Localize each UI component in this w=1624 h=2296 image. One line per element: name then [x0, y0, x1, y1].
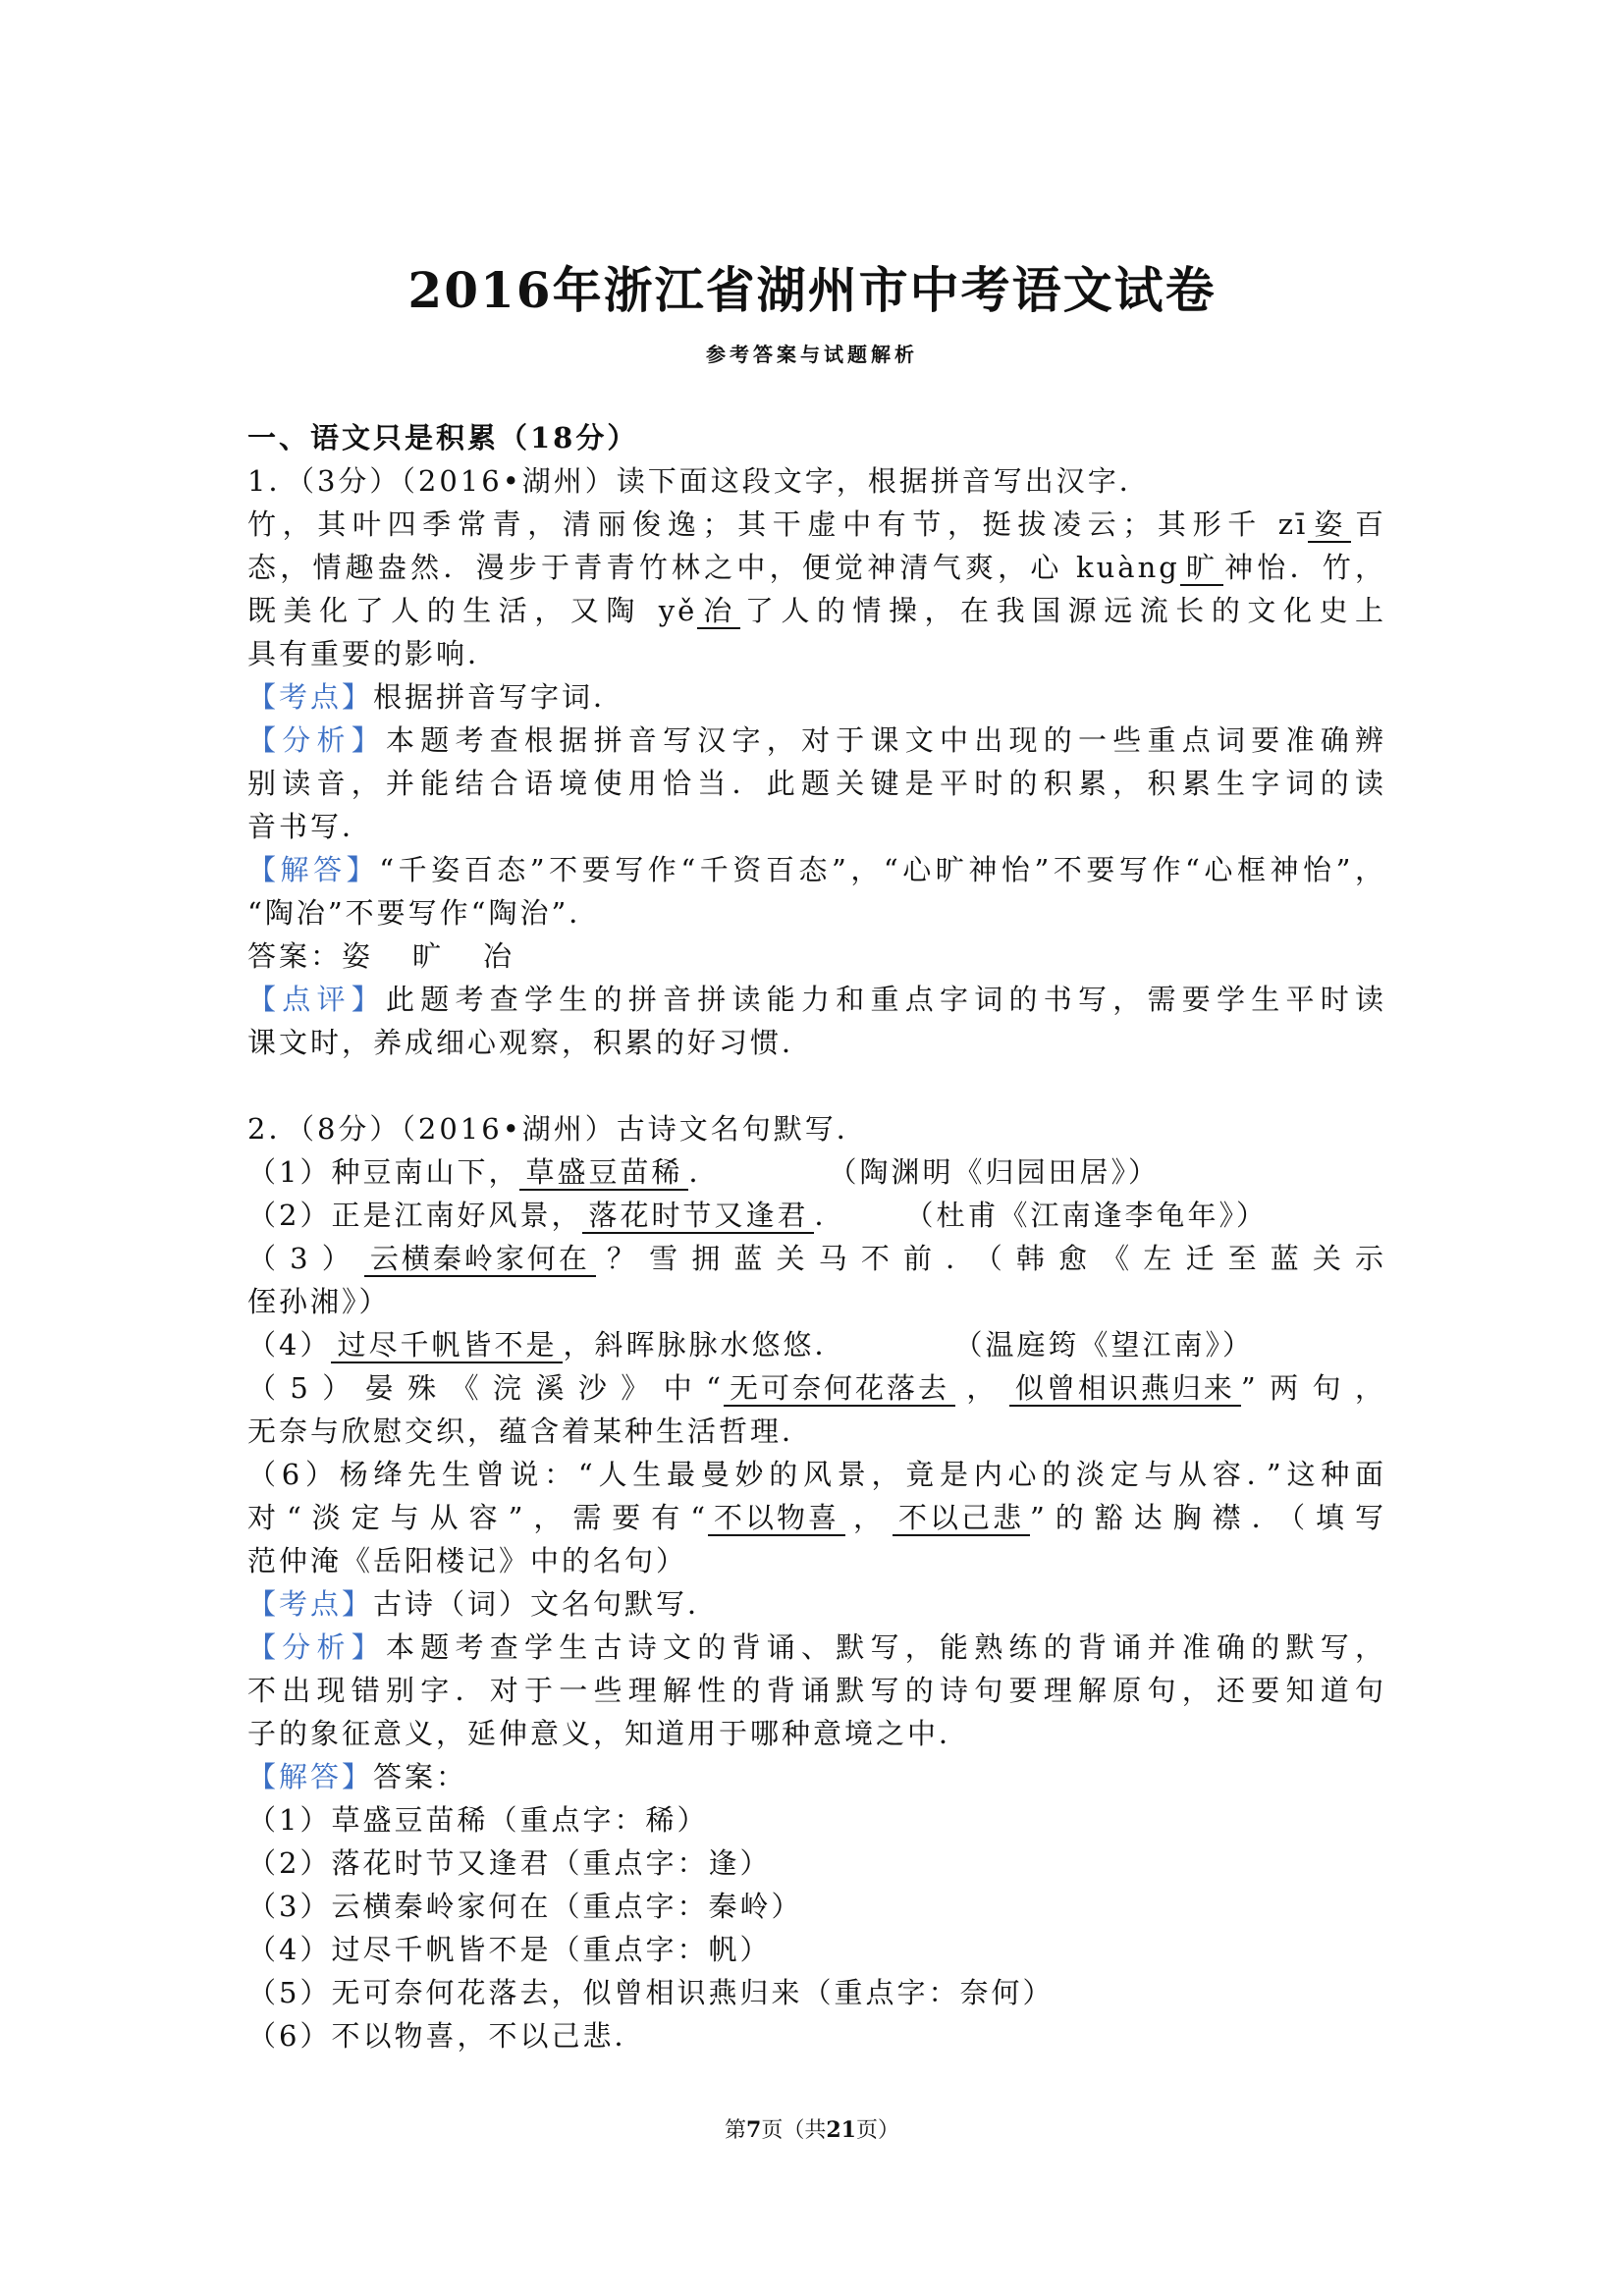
page-title: 2016年浙江省湖州市中考语文试卷 [407, 261, 1217, 319]
answer-blank: 无可奈何花落去 [724, 1371, 955, 1407]
q2-answer-item: （6）不以物喜，不以己悲． [247, 2019, 646, 2053]
q2-fenxi-line: 不出现错别字．对于一些理解性的背诵默写的诗句要理解原句，还要知道句 [247, 1674, 1386, 1707]
q2-kaodian: 【考点】古诗（词）文名句默写． [247, 1587, 720, 1621]
q1-fenxi-line: 音书写． [247, 810, 374, 843]
document-body [247, 416, 1386, 2057]
q2-item-4: （4） 过尽千帆皆不是 ，斜晖脉脉水悠悠． （温庭筠《望江南》） [247, 1328, 1254, 1362]
q1-fenxi-line: 别读音，并能结合语境使用恰当．此题关键是平时的积累，积累生字词的读 [247, 767, 1386, 800]
answer-blank: 不以己悲 [893, 1501, 1030, 1536]
jieda-tag: 【解答】 [247, 1760, 374, 1793]
answer-blank: 草盛豆苗稀 [519, 1155, 688, 1191]
answer-blank: 落花时节又逢君 [582, 1199, 814, 1234]
q1-dianping: 【点评】此题考查学生的拼音拼读能力和重点字词的书写，需要学生平时读 [247, 983, 1386, 1016]
answer-blank: 似曾相识燕归来 [1009, 1371, 1241, 1407]
q2-fenxi: 【分析】本题考查学生古诗文的背诵、默写，能熟练的背诵并准确的默写， [247, 1630, 1386, 1664]
fenxi-tag: 【分析】 [247, 1630, 386, 1664]
section-heading: 一、语文只是积累（18分） [247, 421, 639, 454]
answer-blank: 旷 [1180, 551, 1223, 586]
q2-answer-item: （5）无可奈何花落去，似曾相识燕归来（重点字：奈何） [247, 1976, 1055, 2009]
q1-passage-line: 既美化了人的生活，又陶 yě 冶 了人的情操，在我国源远流长的文化史上 [247, 594, 1386, 627]
page-number: 7 [746, 2117, 762, 2143]
jieda-tag: 【解答】 [247, 853, 380, 886]
q2-item-5: （5）晏殊《浣溪沙》中“ 无可奈何花落去 ， 似曾相识燕归来 ”两句， [247, 1371, 1386, 1405]
q1-passage-line: 具有重要的影响． [247, 637, 500, 670]
page-subtitle: 参考答案与试题解析 [706, 343, 918, 366]
page-footer: 第7页（共21页） [725, 2117, 899, 2143]
q2-item-3: （3） 云横秦岭家何在 ？雪拥蓝关马不前．（韩愈《左迁至蓝关示 [247, 1242, 1386, 1275]
kaodian-tag: 【考点】 [247, 1587, 374, 1621]
q2-item-2: （2）正是江南好风景， 落花时节又逢君 ． （杜甫《江南逢李龟年》） [247, 1199, 1268, 1232]
q1-dianping-line: 课文时，养成细心观察，积累的好习惯． [247, 1026, 814, 1059]
q1-fenxi: 【分析】本题考查根据拼音写汉字，对于课文中出现的一些重点词要准确辨 [247, 723, 1386, 757]
q2-answer-item: （4）过尽千帆皆不是（重点字：帆） [247, 1933, 772, 1966]
q1-jieda-line: “陶冶”不要写作“陶治”． [247, 896, 601, 930]
fenxi-tag: 【分析】 [247, 723, 386, 757]
answer-blank: 云横秦岭家何在 [364, 1242, 596, 1277]
answer-blank: 过尽千帆皆不是 [331, 1328, 563, 1363]
q1-jieda: 【解答】“千姿百态”不要写作“千资百态”，“心旷神怡”不要写作“心框神怡”， [247, 853, 1386, 886]
q2-item-5-cont: 无奈与欣慰交织，蕴含着某种生活哲理． [247, 1415, 814, 1448]
q1-answer: 答案：姿 旷 冶 [247, 939, 515, 973]
q2-fenxi-line: 子的象征意义，延伸意义，知道用于哪种意境之中． [247, 1717, 971, 1750]
q2-item-6-cont: 对“淡定与从容”，需要有“ 不以物喜 ， 不以己悲 ”的豁达胸襟．（填写 [247, 1501, 1386, 1534]
answer-blank: 冶 [697, 594, 740, 629]
q2-item-3-cont: 侄孙湘》） [247, 1285, 391, 1318]
q2-answer-item: （2）落花时节又逢君（重点字：逢） [247, 1846, 772, 1880]
q2-jieda: 【解答】答案： [247, 1760, 468, 1793]
answer-blank: 姿 [1308, 507, 1351, 543]
answer-blank: 不以物喜 [708, 1501, 845, 1536]
q1-passage-line: 态，情趣盎然．漫步于青青竹林之中，便觉神清气爽，心 kuàng 旷 神怡．竹， [247, 551, 1386, 584]
q2-item-1: （1）种豆南山下， 草盛豆苗稀 ． （陶渊明《归园田居》） [247, 1155, 1160, 1189]
q2-stem: 2．（8分）（2016•湖州）古诗文名句默写． [247, 1112, 868, 1146]
q1-kaodian: 【考点】根据拼音写字词． [247, 680, 625, 714]
page-total: 21 [826, 2117, 856, 2143]
q1-stem: 1．（3分）（2016•湖州）读下面这段文字，根据拼音写出汉字． [247, 464, 1151, 498]
q2-answer-item: （3）云横秦岭家何在（重点字：秦岭） [247, 1890, 803, 1923]
q1-passage-line: 竹，其叶四季常青，清丽俊逸；其干虚中有节，挺拔凌云；其形千 zī 姿 百 [247, 507, 1386, 541]
q2-item-6-cont: 范仲淹《岳阳楼记》中的名句） [247, 1544, 688, 1577]
dianping-tag: 【点评】 [247, 983, 386, 1016]
q2-item-6: （6）杨绛先生曾说：“人生最曼妙的风景，竟是内心的淡定与从容．”这种面 [247, 1458, 1386, 1491]
q2-answer-item: （1）草盛豆苗稀（重点字：稀） [247, 1803, 709, 1837]
kaodian-tag: 【考点】 [247, 680, 374, 714]
